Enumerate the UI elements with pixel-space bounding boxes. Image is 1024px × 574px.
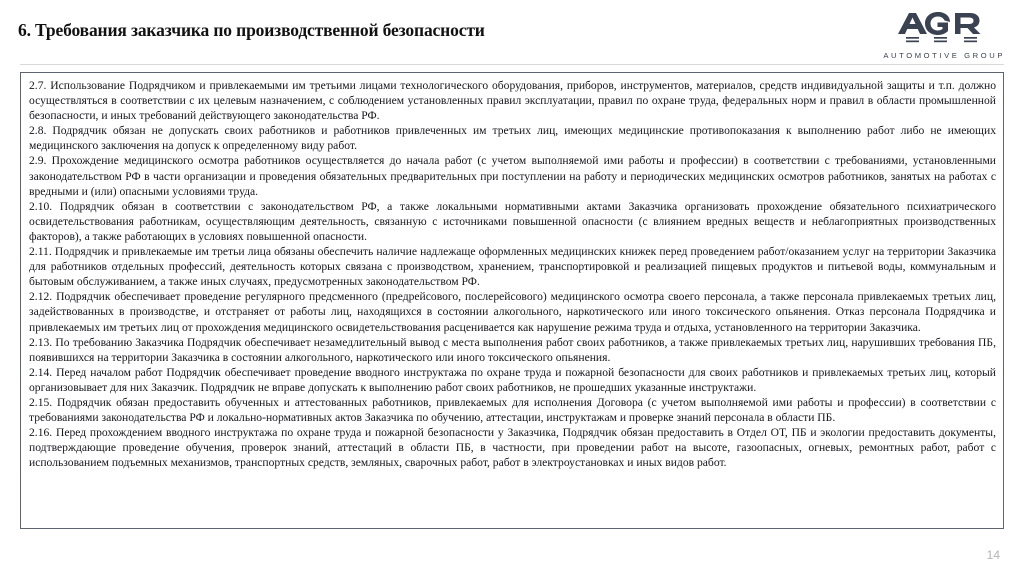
clause-paragraph: 2.11. Подрядчик и привлекаемые им третьи лица обязаны обеспечить наличие надлежаще оформленных медицинских книжек перед проведением работ/оказанием услуг на территории Заказчика для работников отдельных профессий, деятельность которых связана с производством, хранением, транспортировкой и реализацией пищевых продуктов и питьевой воды, коммунальным и бытовым обслуживанием, а также иных случаях, предусмотренных законодательством РФ. bbox=[29, 245, 996, 289]
content-text-box bbox=[20, 72, 1004, 529]
page-title: 6. Требования заказчика по производственной безопасности bbox=[18, 20, 485, 40]
clause-paragraph: 2.16. Перед прохождением вводного инструктажа по охране труда и пожарной безопасности у Заказчика, Подрядчик обязан предоставить в Отдел ОТ, ПБ и экологии предоставить документы, подтверждающие проведение обучения, проверок знаний, аттестаций в области ПБ, в частности, при проведении работ на высоте, газоопасных, огневых, ремонтных работ, работ с использованием подъемных механизмов, транспортных средств, земляных, сварочных работ, работ в электроустановках и иных видов работ. bbox=[29, 426, 996, 470]
slide-header bbox=[0, 0, 1024, 66]
clause-paragraph: 2.9. Прохождение медицинского осмотра работников осуществляется до начала работ (с учетом выполняемой ими работы и профессии) в соответствии с требованиями, установленными законодательством РФ в части организации и проведения обязательных предварительных при поступлении на работу и периодических медицинских осмотров работников, занятых на работах с вредными и (или) опасными условиями труда. bbox=[29, 154, 996, 198]
clause-paragraph: 2.7. Использование Подрядчиком и привлекаемыми им третьими лицами технологического оборудования, приборов, инструментов, материалов, средств индивидуальной защиты и т.п. должно осуществляться в соответствии с их целевым назначением, с соблюдением установленных правил эксплуатации, правил по охране труда, федеральных норм и правил в области промышленной безопасности, и иных требований действующего законодательства РФ. bbox=[29, 79, 996, 123]
clause-paragraph: 2.12. Подрядчик обеспечивает проведение регулярного предсменного (предрейсового, послерейсового) медицинского осмотра своего персонала, а также персонала привлекаемых третьих лиц, задействованных в производстве, и отстраняет от работы лиц, находящихся в состоянии алкогольного, наркотического или иного токсического опьянения. Отказ персонала Подрядчика и привлекаемых им третьих лиц от прохождения медицинского освидетельствования расценивается как нарушение режима труда и отдыха, установленного на территории Заказчика. bbox=[29, 290, 996, 334]
agr-logo-mark-icon bbox=[864, 12, 1006, 49]
page-number: 14 bbox=[986, 548, 1000, 562]
clause-paragraph: 2.14. Перед началом работ Подрядчик обеспечивает проведение вводного инструктажа по охране труда и пожарной безопасности для своих работников и привлекаемых третьих лиц, который организовывает для них Заказчик. Подрядчик не вправе допускать к выполнению работ своих работников, не прошедших указанные инструктажи. bbox=[29, 365, 996, 394]
clause-paragraph: 2.10. Подрядчик обязан в соответствии с законодательством РФ, а также локальными нормативными актами Заказчика организовать прохождение обязательного психиатрического освидетельствования работникам, осуществляющим деятельность, связанную с источниками повышенной опасности (с влиянием вредных веществ и неблагоприятных производственных факторов), а также работающих в условиях повышенной опасности. bbox=[29, 199, 996, 243]
clause-paragraph: 2.13. По требованию Заказчика Подрядчик обеспечивает незамедлительный вывод с места выполнения работ своих работников, а также привлекаемых третьих лиц, нарушивших требования ПБ, появившихся на территории Заказчика в состоянии алкогольного, наркотического или иного токсического опьянения. bbox=[29, 335, 996, 364]
agr-logo bbox=[864, 12, 1006, 58]
agr-logo-subtitle: AUTOMOTIVE GROUP bbox=[883, 51, 1005, 60]
clause-paragraph: 2.8. Подрядчик обязан не допускать своих работников и работников привлеченных им третьих лиц, имеющих медицинские противопоказания к выполнению работ либо не имеющих медицинского заключения на допуск к определенному виду работ. bbox=[29, 124, 996, 153]
clause-paragraph: 2.15. Подрядчик обязан предоставить обученных и аттестованных работников, привлекаемых для исполнения Договора (с учетом выполняемой ими работы и профессии) в соответствии с требованиями законодательства РФ и локально-нормативных актов Заказчика по обучению, аттестации, инструктажам и проверке знаний персонала в области ПБ. bbox=[29, 395, 996, 425]
header-divider bbox=[20, 64, 1004, 65]
